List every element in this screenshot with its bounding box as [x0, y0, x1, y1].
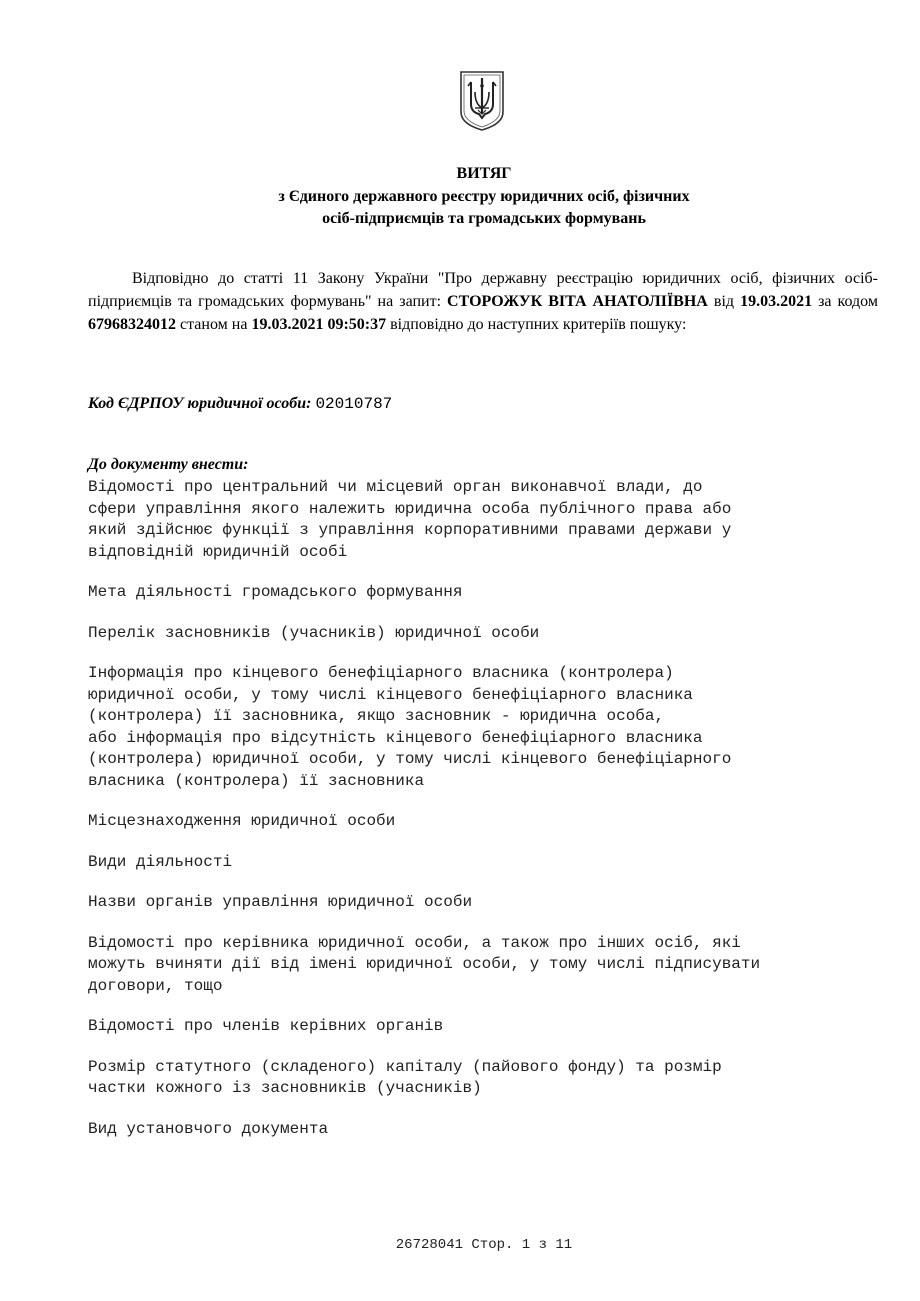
- request-date: 19.03.2021: [740, 293, 813, 310]
- list-item: Відомості про центральний чи місцевий орган виконавчої влади, до сфери управління якого належить юридична особа публічного права або який здійснює функції з управління корпоративними правами держави у відповідній юридичній особі: [88, 478, 732, 561]
- include-items-list: [88, 477, 888, 1159]
- document-subtitle-line1: з Єдиного державного реєстру юридичних осіб, фізичних: [278, 188, 690, 205]
- intro-text-code: за кодом: [812, 293, 878, 310]
- edrpou-code-line: [88, 395, 392, 413]
- list-item: Місцезнаходження юридичної особи: [88, 812, 396, 830]
- state-datetime: 19.03.2021 09:50:37: [251, 316, 387, 333]
- page-footer: 26728041 Стор. 1 з 11: [395, 1237, 573, 1253]
- list-item: Перелік засновників (учасників) юридичної особи: [88, 623, 540, 642]
- list-item: Відомості про керівника юридичної особи, а також про інших осіб, які можуть вчиняти дії від імені юридичної особи, у тому числі підписувати договори, тощо: [88, 933, 761, 995]
- list-item: Мета діяльності громадського формування: [88, 583, 463, 601]
- include-heading: До документу внести:: [88, 456, 249, 473]
- intro-paragraph: [88, 267, 878, 336]
- intro-text-after: відповідно до наступних критеріїв пошуку:: [386, 316, 687, 333]
- list-item: Назви органів управління юридичної особи: [88, 893, 473, 911]
- document-title: ВИТЯГ: [456, 165, 512, 182]
- edrpou-code-value: 02010787: [315, 395, 393, 413]
- requester-name: СТОРОЖУК ВІТА АНАТОЛІЇВНА: [447, 293, 708, 310]
- intro-text-state: станом на: [176, 316, 252, 333]
- list-item: Вид установчого документа: [88, 1119, 329, 1138]
- document-subtitle-line2: осіб-підприємців та громадських формувань: [322, 210, 646, 227]
- trident-coat-of-arms-icon: [459, 70, 505, 132]
- list-item: Інформація про кінцевого бенефіціарного власника (контролера) юридичної особи, у тому числі кінцевого бенефіціарного власника (контролера) її засновника, якщо засновник - юридична особа, або інформація про відсутність кінцевого бенефіціарного власника (контролера) юридичної особи, у тому числі кінцевого бенефіціарного власника (контролера) її засновника: [88, 664, 732, 790]
- edrpou-code-label: Код ЄДРПОУ юридичної особи:: [88, 395, 312, 412]
- list-item: Види діяльності: [88, 852, 233, 871]
- request-code: 67968324012: [88, 316, 176, 333]
- intro-text-from: від: [707, 293, 741, 310]
- intro-text-before-name: Відповідно до статті 11 Закону України "Про державну реєстрацію юридичних осіб, фізичних осіб-підприємців та громадських формувань" на запит:: [88, 270, 878, 310]
- list-item: Розмір статутного (складеного) капіталу (пайового фонду) та розмір частки кожного із засновників (учасників): [88, 1057, 722, 1097]
- list-item: Відомості про членів керівних органів: [88, 1017, 444, 1035]
